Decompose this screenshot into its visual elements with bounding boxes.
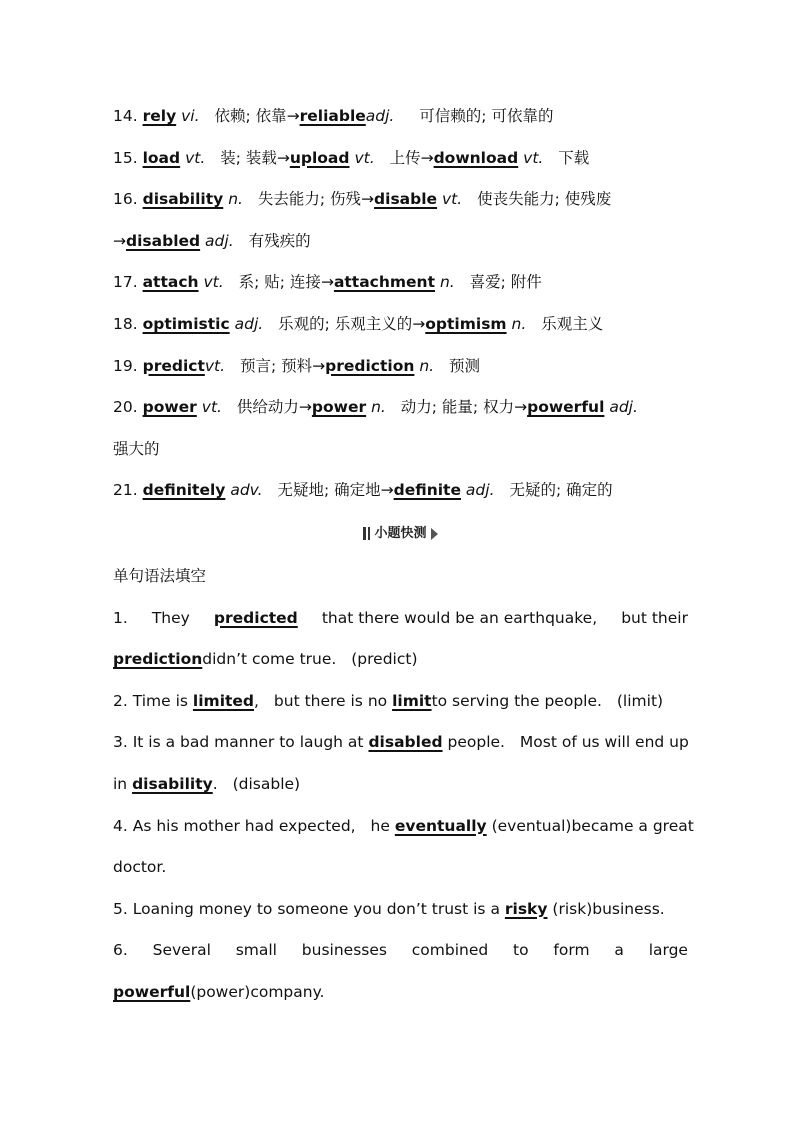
answer-word: disability [132,774,213,793]
exercise-4 [113,806,694,848]
sentence-text: people. [447,733,505,752]
sentence-text: They [151,608,190,627]
section-badge-label: 小题快测 [374,525,427,541]
answer-word: risky [504,899,548,918]
sentence-text: (eventual)became a great [491,816,694,835]
arrow-icon: → [514,398,528,417]
exercise-6 [113,930,688,972]
meaning: 使丧失能力; 使残废 [477,190,612,209]
part-of-speech: vt. [354,148,375,167]
arrow-icon: → [286,107,300,125]
item-number: 18. [113,314,138,333]
exercise-6-cont [113,972,688,1014]
exercise-1-cont [113,639,688,681]
item-number: 15. [113,148,138,167]
sentence-word: form [553,941,590,960]
sentence-word: Several [152,941,211,960]
answer-word: definite [393,481,461,500]
sentence-text: to serving the people. [431,691,602,710]
exercise-3-cont [113,764,688,806]
item-number: 3. [113,733,128,752]
hint-word: (predict) [351,650,418,669]
document-page [113,96,694,1013]
sentence-text: he [370,816,390,835]
item-number: 1. [113,608,128,627]
answer-word: power [311,398,367,417]
sentence-text: Time is [132,691,188,710]
arrow-icon: → [312,356,326,375]
part-of-speech: n. [439,273,455,292]
sentence-text: doctor. [113,858,167,877]
meaning: 装; 装载 [220,148,277,167]
arrow-icon: → [412,314,426,333]
answer-word: optimistic [142,314,230,333]
part-of-speech: adj. [609,398,638,417]
sentence-word: combined [411,941,489,960]
item-number: 21. [113,481,138,500]
vocab-item-20 [113,387,688,429]
sentence-text: but their [621,608,688,627]
answer-word: eventually [394,816,487,835]
answer-word: upload [289,148,350,167]
meaning: 预言; 预料 [239,356,313,375]
vocab-item-18 [113,304,688,346]
sentence-text: but there is no [273,691,388,710]
answer-word: prediction [325,356,415,375]
meaning: 下载 [558,148,590,167]
sentence-word: small [235,941,277,960]
sentence-text: As his mother had expected, [132,816,356,835]
vocab-item-16 [113,179,688,221]
answer-word: predict [142,356,205,375]
answer-word: attach [142,273,199,292]
vocab-item-14 [113,96,688,138]
part-of-speech: vt. [203,273,224,292]
sentence-text: (risk)business. [552,899,665,918]
arrow-icon: → [361,190,375,209]
badge-bar-icon [368,527,370,540]
answer-word: disabled [126,231,201,250]
item-number: 5. [113,899,128,918]
vocab-item-20-cont [113,429,688,471]
answer-word: disability [142,190,224,209]
sentence-text: , [254,691,259,710]
meaning: 无疑地; 确定地 [277,481,381,500]
exercise-4-cont [113,847,688,889]
answer-word: limit [392,691,432,710]
answer-word: attachment [333,273,436,292]
meaning: 可信赖的; 可依靠的 [419,107,554,125]
meaning: 系; 贴; 连接 [238,273,321,292]
meaning: 无疑的; 确定的 [509,481,613,500]
part-of-speech: adj. [234,314,264,333]
part-of-speech: vt. [442,190,463,209]
item-number: 14. [113,107,138,125]
answer-word: powerful [113,982,191,1001]
meaning: 动力; 能量; 权力 [400,398,515,417]
answer-word: powerful [527,398,605,417]
vocab-item-21 [113,470,688,512]
item-number: 17. [113,273,138,292]
sentence-word: businesses [301,941,387,960]
answer-word: disabled [368,733,443,752]
answer-word: disable [374,190,438,209]
meaning: 预测 [449,356,481,375]
part-of-speech: adj. [465,481,495,500]
arrow-icon: → [113,231,126,250]
part-of-speech: n. [511,314,527,333]
triangle-right-icon [431,528,438,540]
item-number: 20. [113,398,138,417]
sentence-text: Most of us will end up [519,733,689,752]
hint-word: (disable) [232,774,301,793]
meaning: 强大的 [113,439,160,458]
meaning: 喜爱; 附件 [469,273,542,292]
sentence-word: a [614,941,624,960]
section-badge [363,512,437,556]
sentence-text: in [113,774,128,793]
hint-word: (limit) [616,691,664,710]
vocab-item-15 [113,138,688,180]
meaning: 供给动力 [236,398,299,417]
meaning: 乐观的; 乐观主义的 [278,314,413,333]
answer-word: reliable [299,107,366,125]
part-of-speech: vt. [201,398,222,417]
item-number: 2. [113,691,128,710]
meaning: 失去能力; 伤残 [257,190,362,209]
answer-word: optimism [425,314,507,333]
arrow-icon: → [298,398,312,417]
arrow-icon: → [320,273,334,292]
vocab-item-17 [113,262,688,304]
sentence-text: It is a bad manner to laugh at [132,733,364,752]
exercise-5 [113,889,688,931]
sentence-word: large [648,941,688,960]
part-of-speech: vt. [185,148,206,167]
sentence-text: Loaning money to someone you don’t trust is a [132,899,500,918]
arrow-icon: → [420,148,434,167]
part-of-speech: vt. [523,148,544,167]
section-badge-row [113,512,688,556]
vocab-item-19 [113,346,688,388]
sentence-text: . [212,774,218,793]
sentence-text: that there would be an earthquake, [321,608,598,627]
sentence-text: (power)company. [190,982,325,1001]
part-of-speech: vi. [181,107,200,125]
exercise-1 [113,598,688,640]
part-of-speech: adv. [230,481,263,500]
answer-word: power [142,398,197,417]
meaning: 依赖; 依靠 [214,107,287,125]
part-of-speech: adj. [205,231,234,250]
meaning: 上传 [389,148,421,167]
answer-word: limited [192,691,255,710]
arrow-icon: → [276,148,290,167]
answer-word: rely [142,107,177,125]
sentence-text: didn’t come true. [202,650,337,669]
part-of-speech: adj. [365,107,395,125]
item-number: 4. [113,816,128,835]
answer-word: definitely [142,481,226,500]
item-number: 6. [113,941,128,960]
answer-word: predicted [213,608,298,627]
vocab-item-16-cont [113,221,688,263]
badge-bar-icon [363,527,366,540]
answer-word: download [433,148,519,167]
exercise-title: 单句语法填空 [113,566,207,585]
answer-word: load [142,148,181,167]
answer-word: prediction [113,650,203,669]
part-of-speech: vt. [204,356,226,375]
part-of-speech: n. [419,356,435,375]
exercise-2 [113,681,688,723]
part-of-speech: n. [228,190,243,209]
exercise-3 [113,722,688,764]
part-of-speech: n. [371,398,386,417]
sentence-word: to [513,941,529,960]
arrow-icon: → [380,481,394,500]
meaning: 有残疾的 [248,231,311,250]
item-number: 19. [113,356,138,375]
meaning: 乐观主义 [541,314,604,333]
item-number: 16. [113,190,138,209]
